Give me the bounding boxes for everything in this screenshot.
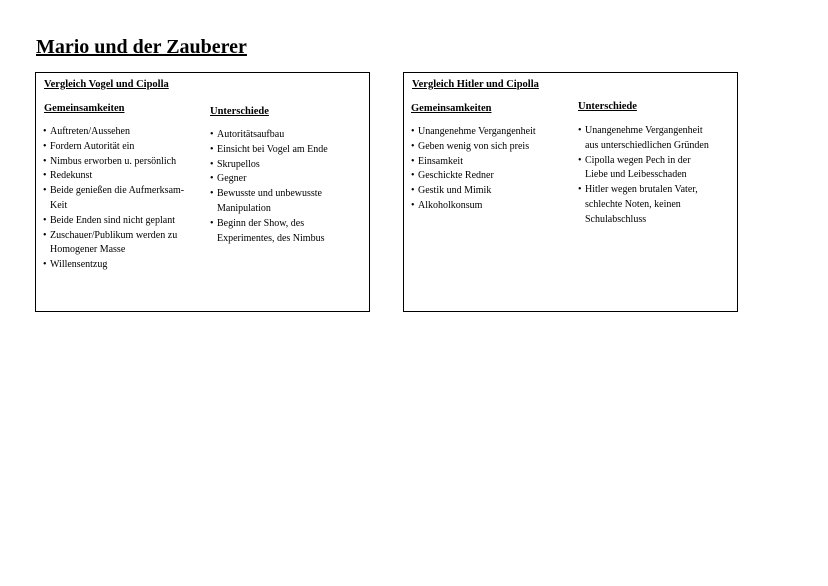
list-item: • Unangenehme Vergangenheit	[411, 125, 576, 140]
list-item: • Beginn der Show, des Experimentes, des Nimbus	[210, 217, 365, 247]
list-item: • Zuschauer/Publikum werden zu Homogener Masse	[43, 229, 208, 259]
list-item: • Cipolla wegen Pech in der Liebe und Leibesschaden	[578, 154, 733, 184]
list-item: • Fordern Autorität ein	[43, 140, 208, 155]
list-item: • Bewusste und unbewusste Manipulation	[210, 187, 365, 217]
list-item: • Unangenehme Vergangenheit aus unterschiedlichen Gründen	[578, 124, 733, 154]
differences-list	[578, 124, 733, 228]
list-item: • Autoritätsaufbau	[210, 128, 365, 143]
list-item: • Willensentzug	[43, 258, 208, 273]
card-title: Vergleich Hitler und Cipolla	[412, 79, 539, 90]
list-item: • Skrupellos	[210, 158, 365, 173]
differences-heading: Unterschiede	[578, 101, 637, 112]
comparison-card-vogel-cipolla	[35, 72, 370, 312]
differences-list	[210, 128, 365, 246]
list-item: • Auftreten/Aussehen	[43, 125, 208, 140]
similarities-list	[43, 125, 208, 273]
list-item: • Beide Enden sind nicht geplant	[43, 214, 208, 229]
list-item: • Hitler wegen brutalen Vater, schlechte Noten, keinen Schulabschluss	[578, 183, 733, 227]
card-title: Vergleich Vogel und Cipolla	[44, 79, 169, 90]
list-item: • Gestik und Mimik	[411, 184, 576, 199]
list-item: • Einsicht bei Vogel am Ende	[210, 143, 365, 158]
list-item: • Beide genießen die Aufmerksam- Keit	[43, 184, 208, 214]
comparison-card-hitler-cipolla	[403, 72, 738, 312]
list-item: • Gegner	[210, 172, 365, 187]
similarities-heading: Gemeinsamkeiten	[411, 103, 492, 114]
list-item: • Nimbus erworben u. persönlich	[43, 155, 208, 170]
list-item: • Einsamkeit	[411, 155, 576, 170]
similarities-list	[411, 125, 576, 214]
similarities-heading: Gemeinsamkeiten	[44, 103, 125, 114]
list-item: • Alkoholkonsum	[411, 199, 576, 214]
page-title: Mario und der Zauberer	[36, 36, 247, 58]
list-item: • Geschickte Redner	[411, 169, 576, 184]
list-item: • Geben wenig von sich preis	[411, 140, 576, 155]
differences-heading: Unterschiede	[210, 106, 269, 117]
list-item: • Redekunst	[43, 169, 208, 184]
